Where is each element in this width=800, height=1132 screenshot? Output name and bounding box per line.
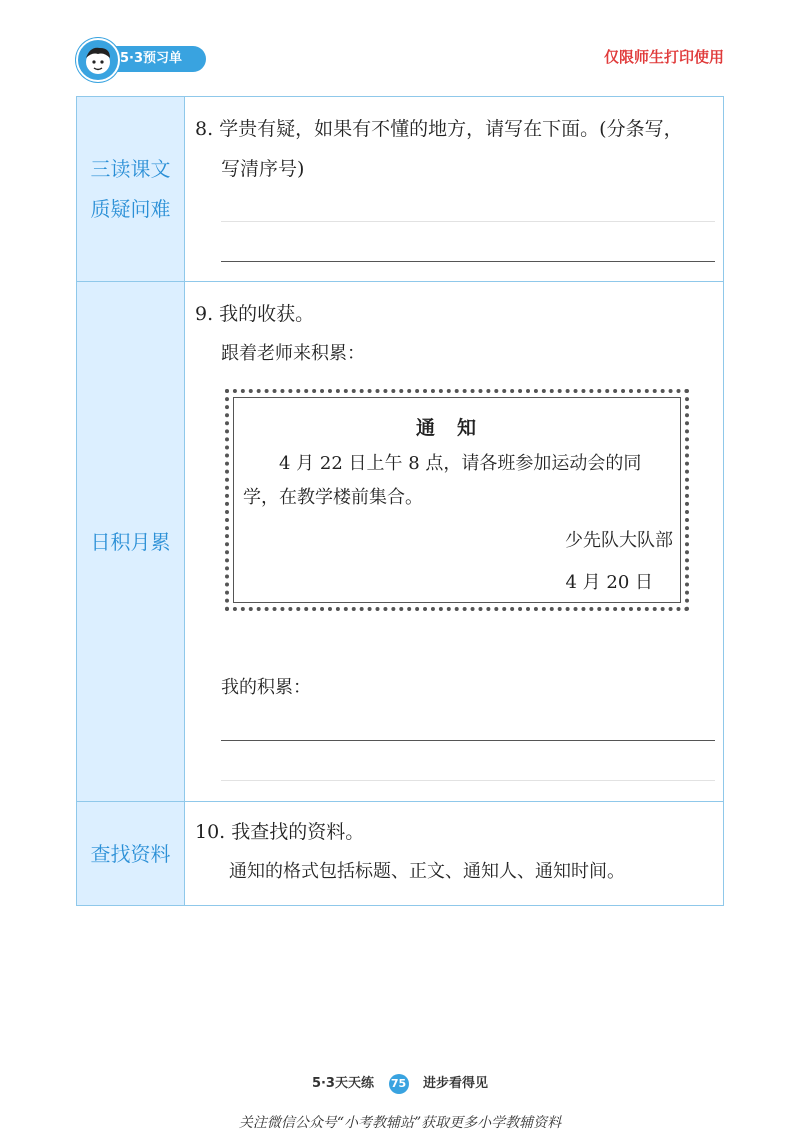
- question-8: 8. 学贵有疑，如果有不懂的地方，请写在下面。(分条写，: [195, 118, 683, 140]
- side-label-line: 查找资料: [90, 841, 171, 866]
- print-only-label: 仅限师生打印使用: [603, 48, 724, 66]
- notice-signer: 少先队大队部: [565, 530, 673, 551]
- footer-left: 5·3天天练: [311, 1076, 374, 1091]
- side-label-line: 日积月累: [90, 529, 171, 554]
- mascot-avatar-icon: [76, 38, 120, 82]
- series-tab-label: 5·3预习单: [120, 51, 183, 66]
- notice-body-line: 4 月 22 日上午 8 点，请各班参加运动会的同: [279, 453, 642, 474]
- notice-box: [225, 389, 689, 611]
- notice-title: 通知: [415, 417, 498, 439]
- row-accumulate: [77, 282, 723, 802]
- page-footer: [0, 1072, 800, 1094]
- footer-right: 进步看得见: [423, 1076, 489, 1091]
- row-side-label: [77, 802, 185, 905]
- row-side-label: [77, 282, 185, 801]
- follow-teacher-label: 跟着老师来积累：: [221, 343, 365, 364]
- notice-date: 4 月 20 日: [565, 572, 653, 593]
- answer-line[interactable]: [221, 780, 715, 781]
- answer-line[interactable]: [221, 261, 715, 262]
- side-label-line: 三读课文: [90, 157, 171, 181]
- page-number: 75: [389, 1074, 409, 1094]
- my-accumulation-label: 我的积累：: [221, 677, 311, 698]
- research-answer: 通知的格式包括标题、正文、通知人、通知时间。: [229, 861, 625, 882]
- question-9: 9. 我的收获。: [195, 303, 315, 325]
- row-questions: [77, 97, 723, 282]
- row-side-label: [77, 97, 185, 281]
- answer-line[interactable]: [221, 221, 715, 222]
- worksheet-table: [76, 96, 724, 906]
- bottom-note: 关注微信公众号“小考教辅站”获取更多小学教辅资料: [238, 1115, 562, 1131]
- question-8-cont: 写清序号): [221, 158, 305, 180]
- answer-line[interactable]: [221, 740, 715, 741]
- question-10: 10. 我查找的资料。: [195, 821, 365, 843]
- side-label-line: 质疑问难: [90, 197, 171, 221]
- notice-body-line: 学，在教学楼前集合。: [243, 487, 423, 508]
- row-research: [77, 802, 723, 905]
- notice-body: [243, 447, 671, 515]
